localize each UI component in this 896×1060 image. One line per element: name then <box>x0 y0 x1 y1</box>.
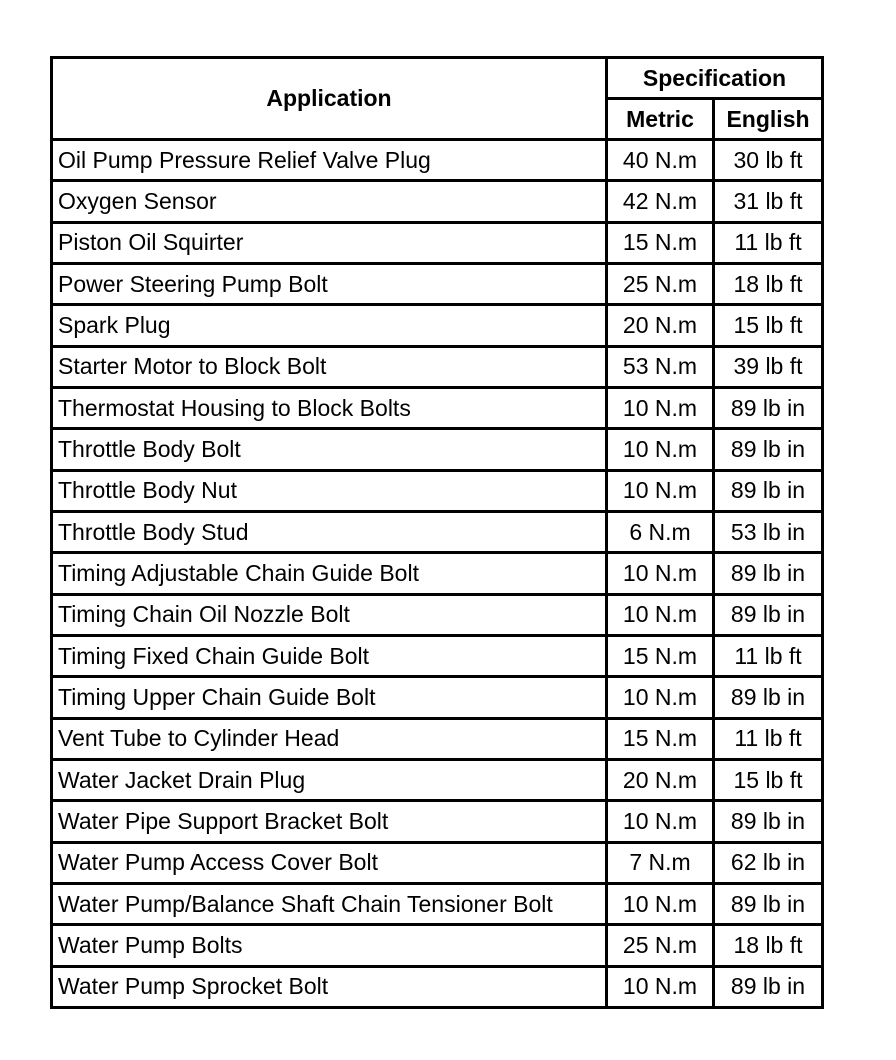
table-body <box>52 140 823 1008</box>
table-row <box>52 305 823 346</box>
metric-value-cell: 10 N.m <box>607 801 714 842</box>
metric-value-cell: 20 N.m <box>607 759 714 800</box>
english-value-cell: 11 lb ft <box>714 222 823 263</box>
metric-value-cell: 10 N.m <box>607 470 714 511</box>
table-row <box>52 842 823 883</box>
english-value-cell: 53 lb in <box>714 511 823 552</box>
table-row <box>52 511 823 552</box>
application-cell: Water Pump Bolts <box>52 925 607 966</box>
application-cell: Spark Plug <box>52 305 607 346</box>
application-cell: Throttle Body Bolt <box>52 429 607 470</box>
table-row <box>52 718 823 759</box>
application-cell: Water Pump Sprocket Bolt <box>52 966 607 1007</box>
table-row <box>52 346 823 387</box>
application-cell: Timing Upper Chain Guide Bolt <box>52 677 607 718</box>
english-value-cell: 89 lb in <box>714 801 823 842</box>
table-row <box>52 801 823 842</box>
metric-value-cell: 10 N.m <box>607 553 714 594</box>
application-cell: Power Steering Pump Bolt <box>52 263 607 304</box>
specification-header: Specification <box>607 58 823 99</box>
english-value-cell: 89 lb in <box>714 470 823 511</box>
metric-value-cell: 10 N.m <box>607 677 714 718</box>
english-value-cell: 18 lb ft <box>714 925 823 966</box>
english-header: English <box>714 99 823 140</box>
english-value-cell: 30 lb ft <box>714 140 823 181</box>
metric-value-cell: 10 N.m <box>607 387 714 428</box>
metric-value-cell: 40 N.m <box>607 140 714 181</box>
english-value-cell: 18 lb ft <box>714 263 823 304</box>
metric-value-cell: 42 N.m <box>607 181 714 222</box>
metric-value-cell: 25 N.m <box>607 925 714 966</box>
table-row <box>52 470 823 511</box>
english-value-cell: 11 lb ft <box>714 635 823 676</box>
english-value-cell: 89 lb in <box>714 883 823 924</box>
application-header: Application <box>52 58 607 140</box>
table-row <box>52 140 823 181</box>
english-value-cell: 11 lb ft <box>714 718 823 759</box>
table-row <box>52 966 823 1007</box>
metric-value-cell: 53 N.m <box>607 346 714 387</box>
table-row <box>52 553 823 594</box>
table-row <box>52 759 823 800</box>
table-row <box>52 925 823 966</box>
header-row-top <box>52 58 823 99</box>
english-value-cell: 15 lb ft <box>714 759 823 800</box>
application-cell: Water Pump/Balance Shaft Chain Tensioner Bolt <box>52 883 607 924</box>
application-cell: Throttle Body Stud <box>52 511 607 552</box>
application-cell: Water Pipe Support Bracket Bolt <box>52 801 607 842</box>
application-cell: Oil Pump Pressure Relief Valve Plug <box>52 140 607 181</box>
application-cell: Timing Fixed Chain Guide Bolt <box>52 635 607 676</box>
metric-value-cell: 6 N.m <box>607 511 714 552</box>
table-row <box>52 677 823 718</box>
application-cell: Water Pump Access Cover Bolt <box>52 842 607 883</box>
application-cell: Vent Tube to Cylinder Head <box>52 718 607 759</box>
application-cell: Throttle Body Nut <box>52 470 607 511</box>
table-row <box>52 883 823 924</box>
english-value-cell: 31 lb ft <box>714 181 823 222</box>
metric-value-cell: 15 N.m <box>607 718 714 759</box>
english-value-cell: 89 lb in <box>714 966 823 1007</box>
english-value-cell: 15 lb ft <box>714 305 823 346</box>
application-cell: Timing Chain Oil Nozzle Bolt <box>52 594 607 635</box>
table-row <box>52 263 823 304</box>
english-value-cell: 89 lb in <box>714 594 823 635</box>
application-cell: Water Jacket Drain Plug <box>52 759 607 800</box>
english-value-cell: 89 lb in <box>714 387 823 428</box>
application-cell: Oxygen Sensor <box>52 181 607 222</box>
metric-value-cell: 15 N.m <box>607 635 714 676</box>
application-cell: Thermostat Housing to Block Bolts <box>52 387 607 428</box>
metric-value-cell: 7 N.m <box>607 842 714 883</box>
metric-value-cell: 15 N.m <box>607 222 714 263</box>
english-value-cell: 89 lb in <box>714 553 823 594</box>
table-row <box>52 181 823 222</box>
metric-value-cell: 10 N.m <box>607 966 714 1007</box>
english-value-cell: 89 lb in <box>714 677 823 718</box>
metric-value-cell: 25 N.m <box>607 263 714 304</box>
application-cell: Starter Motor to Block Bolt <box>52 346 607 387</box>
table-row <box>52 387 823 428</box>
table-row <box>52 635 823 676</box>
application-cell: Timing Adjustable Chain Guide Bolt <box>52 553 607 594</box>
english-value-cell: 89 lb in <box>714 429 823 470</box>
application-cell: Piston Oil Squirter <box>52 222 607 263</box>
english-value-cell: 62 lb in <box>714 842 823 883</box>
metric-header: Metric <box>607 99 714 140</box>
metric-value-cell: 10 N.m <box>607 429 714 470</box>
metric-value-cell: 10 N.m <box>607 883 714 924</box>
english-value-cell: 39 lb ft <box>714 346 823 387</box>
table-row <box>52 594 823 635</box>
table-row <box>52 222 823 263</box>
torque-specification-table <box>50 56 824 1009</box>
table-row <box>52 429 823 470</box>
metric-value-cell: 10 N.m <box>607 594 714 635</box>
metric-value-cell: 20 N.m <box>607 305 714 346</box>
